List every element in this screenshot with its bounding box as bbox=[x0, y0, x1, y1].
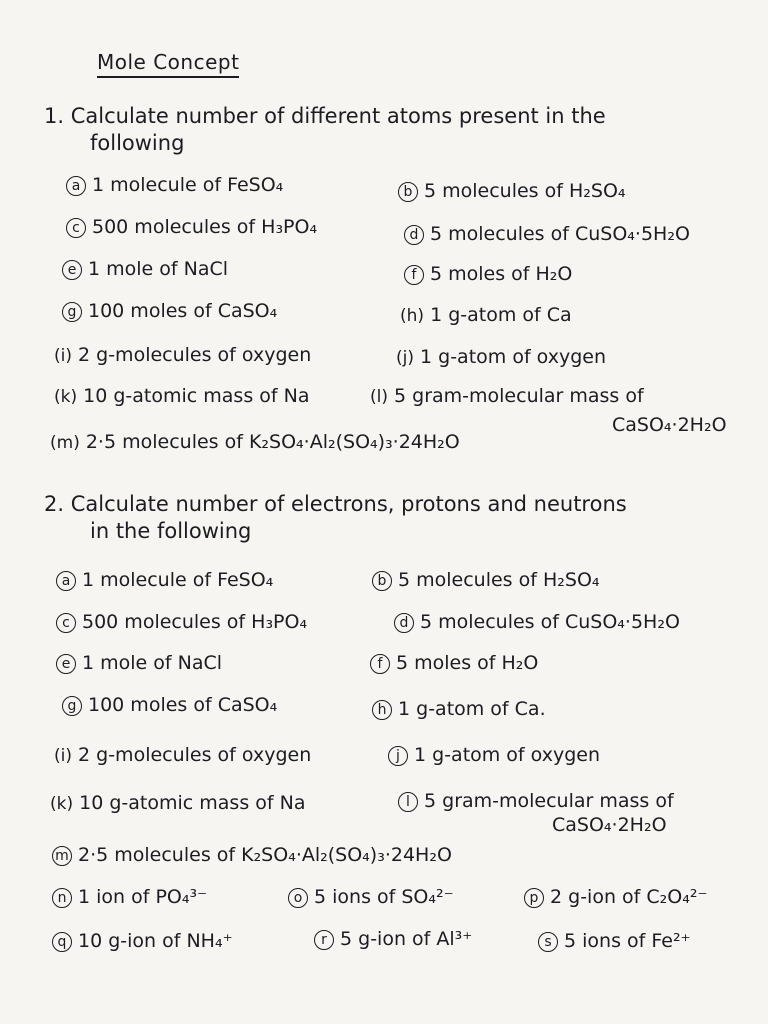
q1-item-a: a 1 molecule of FeSO₄ bbox=[66, 173, 283, 197]
q1-item-k: (k) 10 g-atomic mass of Na bbox=[54, 385, 310, 407]
q2-item-g: g 100 moles of CaSO₄ bbox=[62, 693, 277, 717]
q1-item-i: (i) 2 g-molecules of oxygen bbox=[54, 344, 312, 366]
q2-item-o: o 5 ions of SO₄²⁻ bbox=[288, 885, 454, 909]
q1-item-m: (m) 2·5 molecules of K₂SO₄·Al₂(SO₄)₃·24H₂O bbox=[50, 431, 460, 453]
q2-item-l: l 5 gram-molecular mass of bbox=[398, 789, 674, 813]
q2-item-r: r 5 g-ion of Al³⁺ bbox=[314, 927, 472, 951]
q2-item-a: a 1 molecule of FeSO₄ bbox=[56, 568, 273, 592]
q1-item-c: c 500 molecules of H₃PO₄ bbox=[66, 215, 317, 239]
q2-item-h: h 1 g-atom of Ca. bbox=[372, 697, 546, 721]
q1-item-e: e 1 mole of NaCl bbox=[62, 257, 228, 281]
q2-item-b: b 5 molecules of H₂SO₄ bbox=[372, 568, 600, 592]
question-number: 1. bbox=[44, 104, 65, 128]
question-text-continued: following bbox=[90, 131, 185, 155]
q2-item-l-continued: CaSO₄·2H₂O bbox=[552, 814, 667, 836]
q1-item-h: (h) 1 g-atom of Ca bbox=[400, 304, 572, 326]
q1-item-j: (j) 1 g-atom of oxygen bbox=[396, 346, 606, 368]
q2-item-d: d 5 molecules of CuSO₄·5H₂O bbox=[394, 610, 680, 634]
q1-item-l: (l) 5 gram-molecular mass of bbox=[370, 385, 644, 407]
question-number: 2. bbox=[44, 492, 65, 516]
question-text: Calculate number of electrons, protons and neutrons bbox=[70, 492, 627, 516]
q2-item-j: j 1 g-atom of oxygen bbox=[388, 743, 600, 767]
q2-item-n: n 1 ion of PO₄³⁻ bbox=[52, 885, 207, 909]
question-text: Calculate number of different atoms present in the bbox=[70, 104, 606, 128]
q1-item-b: b 5 molecules of H₂SO₄ bbox=[398, 179, 626, 203]
q1-item-f: f 5 moles of H₂O bbox=[404, 262, 572, 286]
q2-item-q: q 10 g-ion of NH₄⁺ bbox=[52, 929, 233, 953]
q2-item-p: p 2 g-ion of C₂O₄²⁻ bbox=[524, 885, 707, 909]
q2-item-c: c 500 molecules of H₃PO₄ bbox=[56, 610, 307, 634]
q1-item-g: g 100 moles of CaSO₄ bbox=[62, 299, 277, 323]
q2-item-e: e 1 mole of NaCl bbox=[56, 651, 222, 675]
q2-item-i: (i) 2 g-molecules of oxygen bbox=[54, 744, 312, 766]
question-2-heading bbox=[44, 491, 734, 545]
q1-item-l-continued: CaSO₄·2H₂O bbox=[612, 414, 727, 436]
page-title: Mole Concept bbox=[97, 50, 239, 78]
question-1-heading bbox=[44, 103, 724, 157]
q2-item-m: m 2·5 molecules of K₂SO₄·Al₂(SO₄)₃·24H₂O bbox=[52, 843, 452, 867]
q1-item-d: d 5 molecules of CuSO₄·5H₂O bbox=[404, 222, 690, 246]
q2-item-s: s 5 ions of Fe²⁺ bbox=[538, 929, 691, 953]
question-text-continued: in the following bbox=[90, 519, 252, 543]
q2-item-k: (k) 10 g-atomic mass of Na bbox=[50, 792, 306, 814]
q2-item-f: f 5 moles of H₂O bbox=[370, 651, 538, 675]
